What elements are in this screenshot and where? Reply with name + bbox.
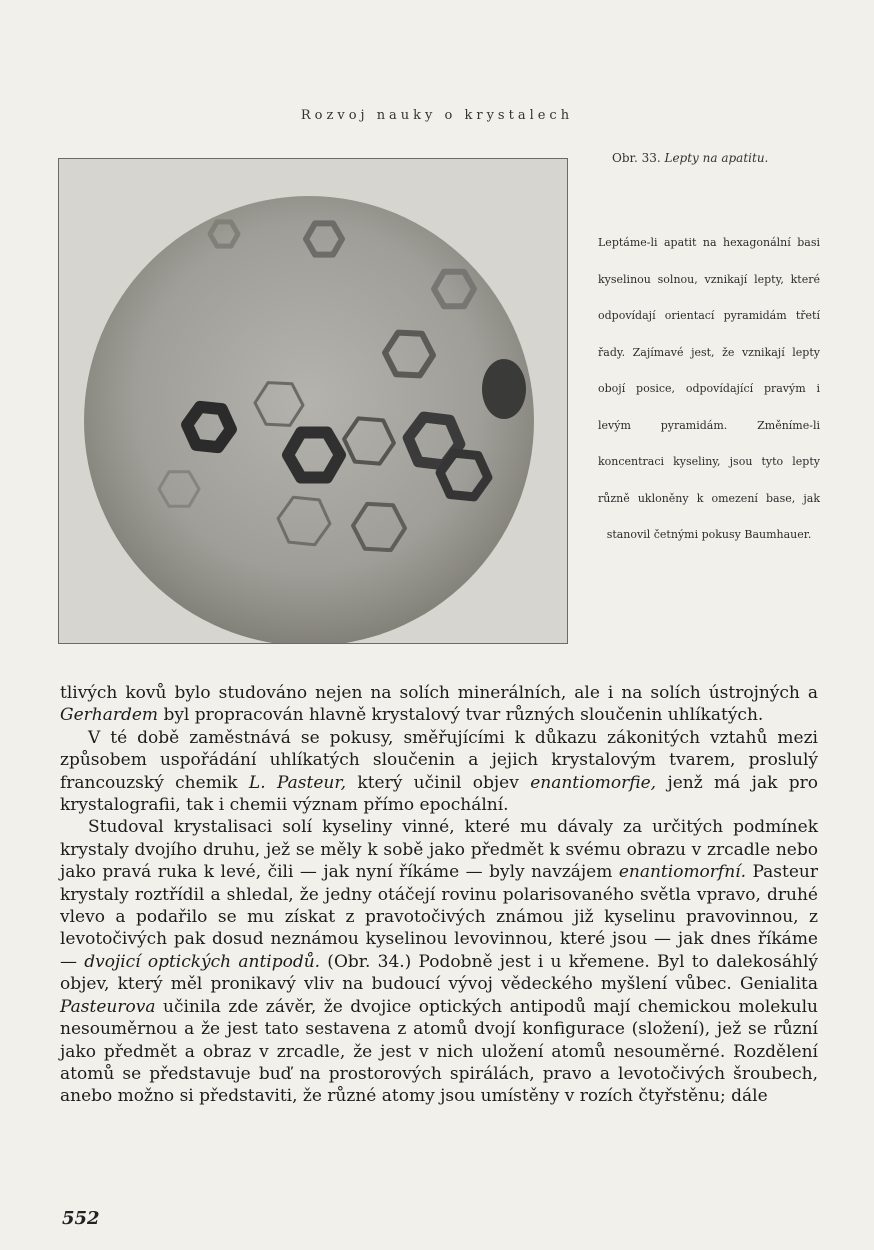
figure-label: Obr. 33. [612, 151, 661, 165]
microscope-field [84, 196, 534, 643]
text-run: tlivých kovů bylo studováno nejen na solích minerálních, ale i na solích ústrojných a [60, 683, 818, 703]
text-run: který učinil objev [346, 772, 531, 793]
italic-text: Gerhardem [60, 705, 159, 726]
text-run: V té době zaměstnává se pokusy, směřujícími k důkazu zákonitých vztahů mezi způsobem uspořádání uhlíkatých sloučenin a jejich krystalovým tvarem, proslulý francouzský chemik [60, 727, 818, 793]
running-header: Rozvoj nauky o krystalech [300, 108, 574, 123]
text-run: (Obr. 34.) Podobně jest i u křemene. Byl to dalekosáhlý objev, který měl pronikavý vliv na budoucí vývoj vědeckého myšlení vůbec. Genialita [60, 951, 819, 995]
figure-photograph [58, 158, 568, 644]
italic-text: enantiomorfní. [618, 862, 747, 883]
paragraph [60, 682, 818, 727]
text-run: jenž má jak pro krystalografii, tak i chemii význam přímo epochální. [60, 772, 818, 816]
text-run: Studoval krystalisaci solí kyseliny vinné, které mu dávaly za určitých podmínek krystaly dvojího druhu, jež se měly k sobě jako předmět k svému obrazu v zrcadle nebo jako pravá ruka k levé, čili — jak nyní říkáme — byly navzájem [60, 817, 818, 883]
italic-text: Pasteurova [60, 996, 156, 1017]
italic-text: dvojicí optických antipodů. [84, 951, 321, 972]
text-run: učinila zde závěr, že dvojice optických antipodů mají chemickou molekulu nesouměrnou a že jest tato sestavena z atomů dvojí konfigurace (složení), jež se různí jako předmět a obraz v zrcadle, že jest v nich uložení atomů nesouměrné. Rozdělení atomů se představuje buď na prostorových spirálách, pravo a levotočivých šroubech, anebo možno si představiti, že různé atomy jsou umístěny v rozích čtyřstěnu; dále [60, 996, 818, 1107]
text-run: Pasteur krystaly roztřídil a shledal, že jedny otáčejí rovinu polarisovaného světla vpravo, druhé vlevo a podařilo se mu získat z pravotočivých známou již kyselinu pravovinnou, z levotočivých pak dosud neznámou kyselinou levovinnou, které jsou — jak dnes říkáme — [60, 862, 818, 972]
paragraph [60, 816, 818, 1107]
italic-text: enantiomorfie, [530, 772, 657, 793]
apatite-etch-micrograph [59, 159, 567, 643]
italic-text: L. Pasteur, [248, 772, 347, 793]
text-run: byl propracován hlavně krystalový tvar různých sloučenin uhlíkatých. [158, 705, 764, 726]
figure-caption-text: Leptáme-li apatit na hexagonální basi kyselinou solnou, vznikají lepty, které odpovídají orientací pyramidám třetí řady. Zajímavé jest, že vznikají lepty obojí posice, odpovídající pravým i levým pyramidám. Změníme-li koncentraci kyseliny, jsou tyto lepty různě ukloněny k omezení base, jak stanovil četnými pokusy Baumhauer. [598, 236, 820, 541]
main-text [60, 682, 818, 1108]
paragraph [60, 727, 818, 817]
figure-caption-title [612, 151, 822, 165]
dark-etch-spot [482, 359, 526, 419]
figure-title: Lepty na apatitu. [664, 151, 769, 165]
page-number: 552 [62, 1208, 100, 1229]
